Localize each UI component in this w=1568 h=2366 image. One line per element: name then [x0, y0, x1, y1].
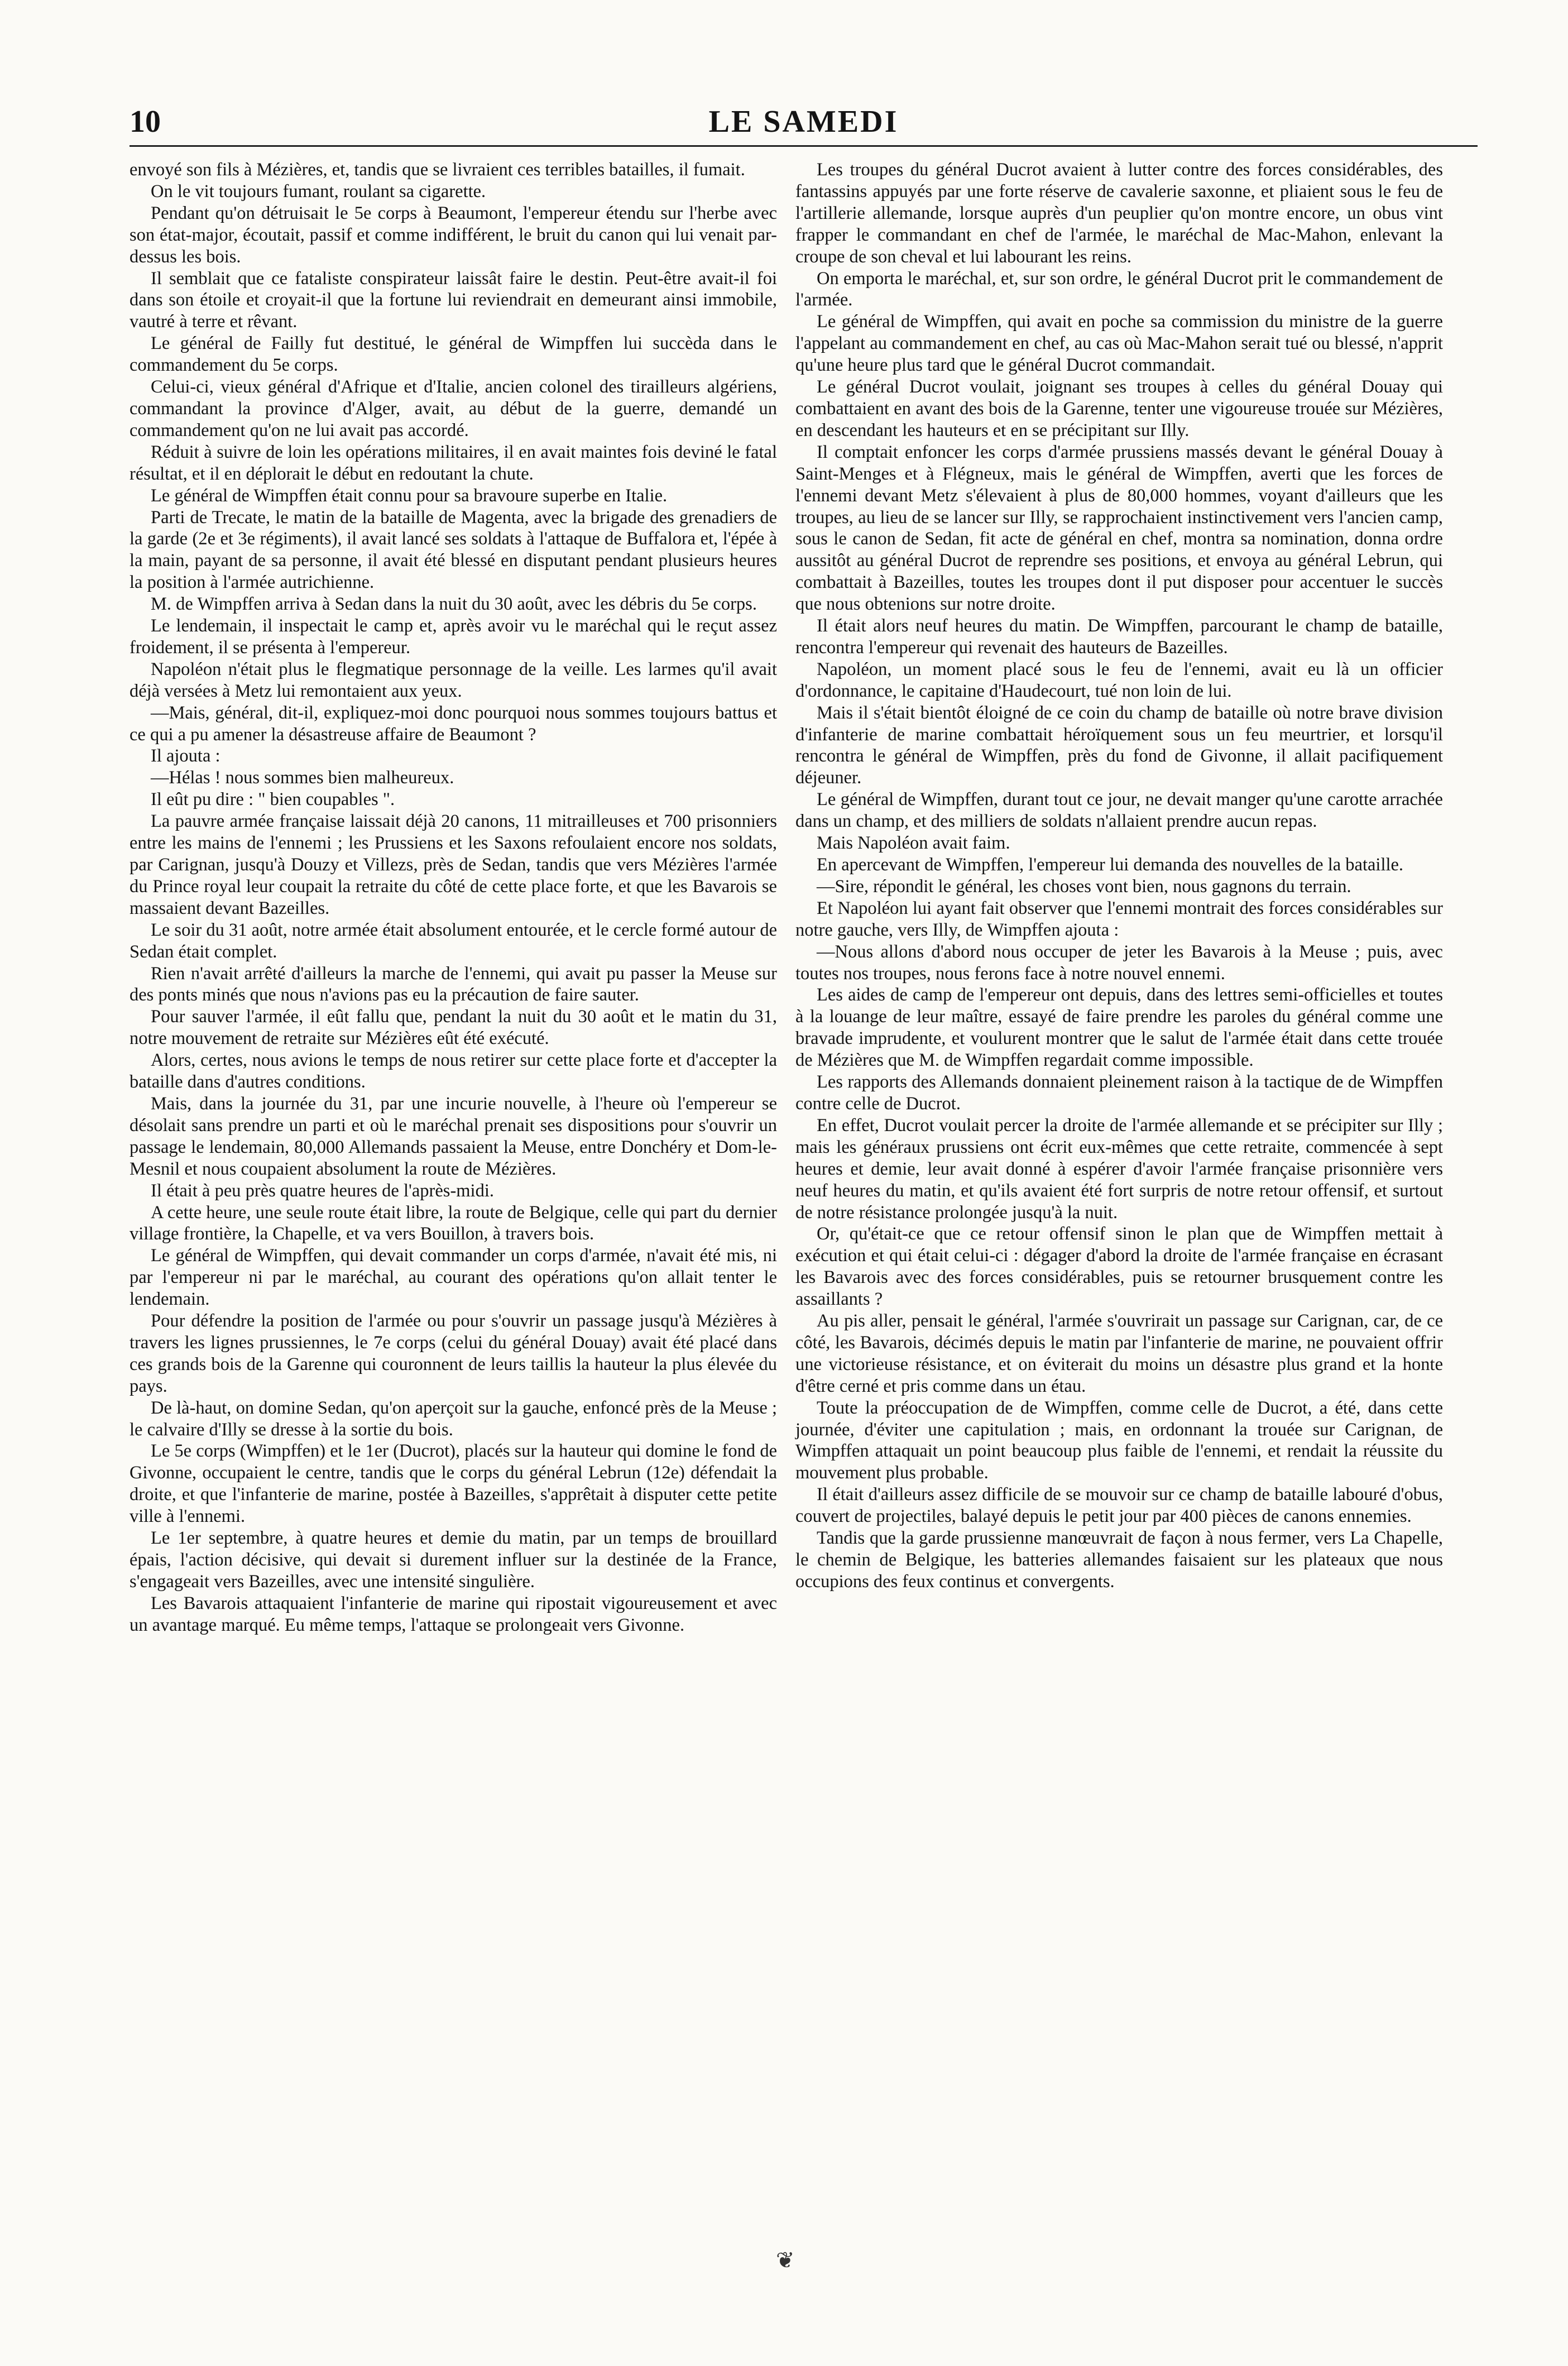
- article-paragraph: Le général de Wimpffen était connu pour sa bravoure superbe en Italie.: [151, 485, 668, 506]
- article-paragraph: Les aides de camp de l'empereur ont depuis, dans des lettres semi-officielles et toutes à la louange de leur maître, essayé de faire prendre les paroles du général comme une bravade imprudente, et voulurent montrer que le salut de l'armée était dans cette trouée de Mézières que M. de Wimpffen regardait comme impossible.: [795, 985, 1443, 1071]
- article-paragraph: Le soir du 31 août, notre armée était absolument entourée, et le cercle formé autour de Sedan était complet.: [130, 919, 777, 962]
- article-paragraph: Mais il s'était bientôt éloigné de ce coin du champ de bataille où notre brave division d'infanterie de marine combattait héroïquement sous un feu meurtrier, et lorsqu'il rencontra le général de Wimpffen, près du fond de Givonne, il allait pacifiquement déjeuner.: [795, 702, 1443, 788]
- article-paragraph: Le 5e corps (Wimpffen) et le 1er (Ducrot), placés sur la hauteur qui domine le fond de Givonne, occupaient le centre, tandis que le corps du général Lebrun (12e) défendait la droite, et que l'infanterie de marine, postée à Bazeilles, s'apprêtait à disputer cette petite ville à l'ennemi.: [130, 1441, 777, 1527]
- article-paragraph: Le général de Failly fut destitué, le général de Wimpffen lui succèda dans le commandement du 5e corps.: [130, 333, 777, 376]
- article-paragraph: On emporta le maréchal, et, sur son ordre, le général Ducrot prit le commandement de l'armée.: [795, 268, 1443, 310]
- article-paragraph: Parti de Trecate, le matin de la bataille de Magenta, avec la brigade des grenadiers de la garde (2e et 3e régiments), il avait lancé ses soldats à l'attaque de Buffalora et, l'épée à la main, payant de sa personne, il avait été blessé en disputant pendant plusieurs heures la position à l'armée autrichienne.: [130, 507, 777, 593]
- article-paragraph: Les rapports des Allemands donnaient pleinement raison à la tactique de de Wimpffen contre celle de Ducrot.: [795, 1072, 1443, 1114]
- ornament-icon: ❦: [776, 2248, 795, 2273]
- article-paragraph: Napoléon n'était plus le flegmatique personnage de la veille. Les larmes qu'il avait déjà versées à Metz lui remontaient aux yeux.: [130, 659, 777, 701]
- article-paragraph: En apercevant de Wimpffen, l'empereur lui demanda des nouvelles de la bataille.: [817, 855, 1404, 875]
- article-paragraph: Le général de Wimpffen, qui avait en poche sa commission du ministre de la guerre l'appelant au commandement en chef, au cas où Mac-Mahon serait tué ou blessé, n'apprit qu'une heure plus tard que le général Ducrot commandait.: [795, 312, 1443, 376]
- article-paragraph: Le 1er septembre, à quatre heures et demie du matin, par un temps de brouillard épais, l'action décisive, qui devait si durement influer sur la destinée de la France, s'engageait vers Bazeilles, avec une intensité singulière.: [130, 1528, 777, 1592]
- article-paragraph: Il était à peu près quatre heures de l'après-midi.: [151, 1180, 494, 1201]
- article-paragraph: Il semblait que ce fataliste conspirateur laissât faire le destin. Peut-être avait-il foi dans son étoile et croyait-il que la fortune lui reviendrait en demeurant ainsi immobile, vautré à terre et rêvant.: [130, 268, 777, 332]
- article-paragraph: Rien n'avait arrêté d'ailleurs la marche de l'ennemi, qui avait pu passer la Meuse sur des ponts minés que nous n'avions pas eu la précaution de faire sauter.: [130, 963, 777, 1005]
- article-paragraph: Toute la préoccupation de de Wimpffen, comme celle de Ducrot, a été, dans cette journée, d'éviter une capitulation ; mais, en ordonnant la trouée sur Carignan, de Wimpffen attaquait un point beaucoup plus faible de l'ennemi, et rendait la réussite du mouvement plus probable.: [795, 1397, 1443, 1483]
- article-paragraph: De là-haut, on domine Sedan, qu'on aperçoit sur la gauche, enfoncé près de la Meuse ; le calvaire d'Illy se dresse à la sortie du bois.: [130, 1397, 777, 1440]
- article-paragraph: —Sire, répondit le général, les choses vont bien, nous gagnons du terrain.: [817, 876, 1351, 897]
- article-paragraph: envoyé son fils à Mézières, et, tandis que se livraient ces terribles batailles, il fumait.: [130, 160, 745, 180]
- right-column: [795, 159, 1443, 1593]
- article-paragraph: Réduit à suivre de loin les opérations militaires, il en avait maintes fois deviné le fatal résultat, et il en déplorait le début en redoutant la chute.: [130, 442, 777, 484]
- article-paragraph: —Hélas ! nous sommes bien malheureux.: [151, 768, 454, 788]
- article-paragraph: A cette heure, une seule route était libre, la route de Belgique, celle qui part du dernier village frontière, la Chapelle, et va vers Bouillon, à travers bois.: [130, 1202, 777, 1244]
- article-paragraph: Il était d'ailleurs assez difficile de se mouvoir sur ce champ de bataille labouré d'obus, couvert de projectiles, balayé depuis le petit jour par 400 pièces de canons ennemies.: [795, 1484, 1443, 1527]
- article-paragraph: Le lendemain, il inspectait le camp et, après avoir vu le maréchal qui le reçut assez froidement, il se présenta à l'empereur.: [130, 616, 777, 658]
- article-paragraph: Il était alors neuf heures du matin. De Wimpffen, parcourant le champ de bataille, rencontra l'empereur qui revenait des hauteurs de Bazeilles.: [795, 616, 1443, 658]
- article-paragraph: On le vit toujours fumant, roulant sa cigarette.: [151, 181, 486, 202]
- article-paragraph: Tandis que la garde prussienne manœuvrait de façon à nous fermer, vers La Chapelle, le chemin de Belgique, les batteries allemandes faisaient sur les plateaux que nous occupions des feux continus et convergents.: [795, 1528, 1443, 1592]
- page-number: 10: [130, 104, 161, 139]
- journal-title: LE SAMEDI: [708, 104, 899, 139]
- article-paragraph: Mais Napoléon avait faim.: [817, 833, 1010, 854]
- article-paragraph: Et Napoléon lui ayant fait observer que l'ennemi montrait des forces considérables sur notre gauche, vers Illy, de Wimpffen ajouta :: [795, 898, 1443, 940]
- article-paragraph: Le général Ducrot voulait, joignant ses troupes à celles du général Douay qui combattaient en avant des bois de la Garenne, tenter une vigoureuse trouée sur Mézières, en descendant les hauteurs et en se précipitant sur Illy.: [795, 377, 1443, 440]
- article-paragraph: Le général de Wimpffen, durant tout ce jour, ne devait manger qu'une carotte arrachée dans un champ, et des milliers de soldats n'allaient prendre aucun repas.: [795, 789, 1443, 832]
- article-paragraph: En effet, Ducrot voulait percer la droite de l'armée allemande et se précipiter sur Illy ; mais les généraux prussiens ont écrit eux-mêmes que cette retraite, commencée à sept heures et demie, leur avait donné à espérer d'avoir l'armée française prisonnière vers neuf heures du matin, et qu'ils avaient été fort surpris de notre retour offensif, et surtout de notre résistance prolongée jusqu'à la nuit.: [795, 1115, 1443, 1223]
- article-paragraph: Il ajouta :: [151, 746, 220, 767]
- article-paragraph: —Nous allons d'abord nous occuper de jeter les Bavarois à la Meuse ; puis, avec toutes nos troupes, nous ferons face à notre nouvel ennemi.: [795, 941, 1443, 984]
- article-paragraph: Pour sauver l'armée, il eût fallu que, pendant la nuit du 30 août et le matin du 31, notre mouvement de retraite sur Mézières eût été exécuté.: [130, 1007, 777, 1049]
- article-paragraph: Or, qu'était-ce que ce retour offensif sinon le plan que de Wimpffen mettait à exécution et qui était celui-ci : dégager d'abord la droite de l'armée française en écrasant les Bavarois avec des forces considérables, puis se retourner brusquement contre les assaillants ?: [795, 1224, 1443, 1310]
- article-paragraph: Il eût pu dire : " bien coupables ".: [151, 789, 395, 810]
- article-paragraph: Les Bavarois attaquaient l'infanterie de marine qui ripostait vigoureusement et avec un avantage marqué. Eu même temps, l'attaque se prolongeait vers Givonne.: [130, 1593, 777, 1635]
- article-paragraph: Mais, dans la journée du 31, par une incurie nouvelle, à l'heure où l'empereur se désolait sans prendre un parti et où le maréchal prenait ses dispositions pour s'ouvrir un passage le lendemain, 80,000 Allemands passaient la Meuse, entre Donchéry et Dom-le-Mesnil et nous coupaient absolument la route de Mézières.: [130, 1093, 777, 1179]
- article-paragraph: Pour défendre la position de l'armée ou pour s'ouvrir un passage jusqu'à Mézières à travers les lignes prussiennes, le 7e corps (celui du général Douay) avait été placé dans ces grands bois de la Garenne qui couronnent de leurs taillis la hauteur la plus élevée du pays.: [130, 1311, 777, 1396]
- left-column: [130, 159, 777, 1636]
- article-paragraph: Napoléon, un moment placé sous le feu de l'ennemi, avait eu là un officier d'ordonnance, le capitaine d'Haudecourt, tué non loin de lui.: [795, 659, 1443, 701]
- article-paragraph: La pauvre armée française laissait déjà 20 canons, 11 mitrailleuses et 700 prisonniers entre les mains de l'ennemi ; les Prussiens et les Saxons refoulaient encore nos soldats, par Carignan, jusqu'à Douzy et Villezs, près de Sedan, tandis que vers Mézières l'armée du Prince royal leur coupait la retraite du côté de cette place forte, et que les Bavarois se massaient devant Bazeilles.: [130, 811, 777, 918]
- article-paragraph: Celui-ci, vieux général d'Afrique et d'Italie, ancien colonel des tirailleurs algériens, commandant la province d'Alger, avait, au début de la guerre, demandé un commandement qu'on ne lui avait pas accordé.: [130, 377, 777, 440]
- article-paragraph: Pendant qu'on détruisait le 5e corps à Beaumont, l'empereur étendu sur l'herbe avec son état-major, écoutait, passif et comme indifférent, le bruit du canon qui lui venait par-dessus les bois.: [130, 203, 777, 267]
- article-paragraph: —Mais, général, dit-il, expliquez-moi donc pourquoi nous sommes toujours battus et ce qui a pu amener la désastreuse affaire de Beaumont ?: [130, 702, 777, 745]
- article-paragraph: Au pis aller, pensait le général, l'armée s'ouvrirait un passage sur Carignan, car, de ce côté, les Bavarois, décimés depuis le matin par l'infanterie de marine, ne pouvaient offrir une victorieuse résistance, et on éviterait du moins un désastre plus grand et la honte d'être cerné et pris comme dans un étau.: [795, 1311, 1443, 1396]
- article-paragraph: Alors, certes, nous avions le temps de nous retirer sur cette place forte et d'accepter la bataille dans d'autres conditions.: [130, 1050, 777, 1093]
- article-paragraph: Les troupes du général Ducrot avaient à lutter contre des forces considérables, des fantassins appuyés par une forte réserve de cavalerie saxonne, et pliaient sous le feu de l'artillerie allemande, lorsque auprès d'un peuplier qu'on montre encore, un obus vint frapper le commandant en chef de l'armée, le maréchal de Mac-Mahon, enlevant la croupe de son cheval et lui labourant les reins.: [795, 160, 1443, 267]
- article-paragraph: Il comptait enfoncer les corps d'armée prussiens massés devant le général Douay à Saint-Menges et à Flégneux, mais le général de Wimpffen, averti que les forces de l'ennemi devant Metz s'élevaient à plus de 80,000 hommes, voyant d'ailleurs que les troupes, au lieu de se lancer sur Illy, se rapprochaient instinctivement vers l'ancien camp, sous le canon de Sedan, fit acte de général en chef, montra sa nomination, donna ordre aussitôt au général Ducrot de reprendre ses positions, et envoya au général Lebrun, qui combattait à Bazeilles, toutes les troupes dont il put disposer pour accentuer le succès que nous obtenions sur notre droite.: [795, 442, 1443, 615]
- article-paragraph: M. de Wimpffen arriva à Sedan dans la nuit du 30 août, avec les débris du 5e corps.: [151, 594, 757, 615]
- page-header: [130, 100, 1478, 147]
- article-paragraph: Le général de Wimpffen, qui devait commander un corps d'armée, n'avait été mis, ni par l'empereur ni par le maréchal, au courant des opérations qu'on allait tenter le lendemain.: [130, 1246, 777, 1310]
